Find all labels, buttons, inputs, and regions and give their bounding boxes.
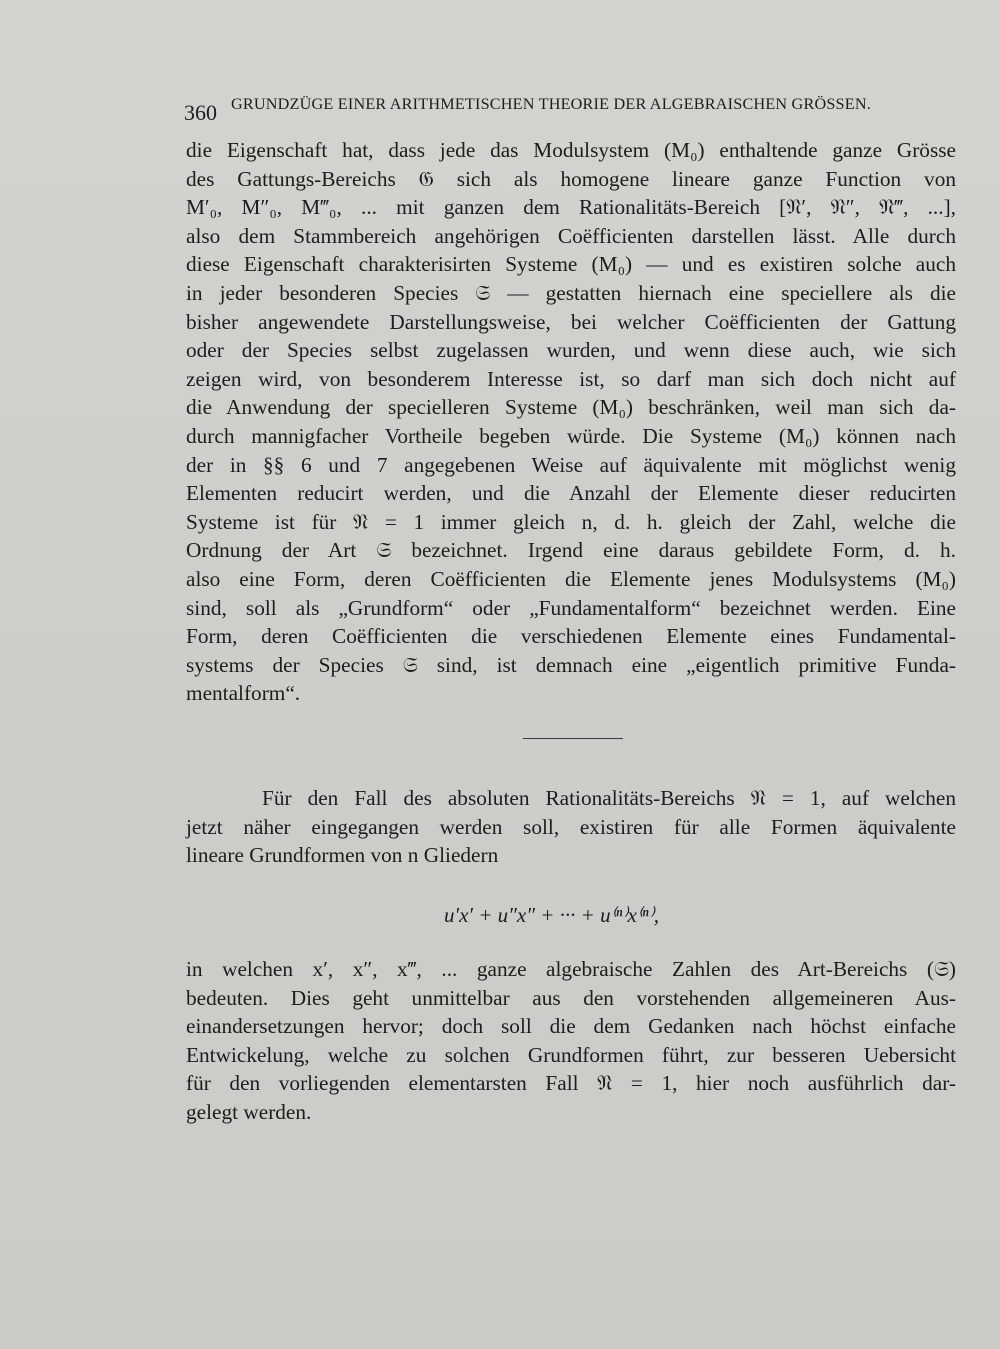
text-line: die Eigenschaft hat, dass jede das Modulsystem (M₀) enthaltende ganze Grösse	[186, 138, 956, 162]
text-line: Für den Fall des absoluten Rationalitäts-Bereichs 𝔑 = 1, auf welchen	[262, 786, 956, 810]
text-line: in jeder besonderen Species 𝔖 — gestatten hiernach eine speciellere als die	[186, 280, 956, 305]
text-line: mentalform“.	[186, 681, 301, 706]
text-line: der in §§ 6 und 7 angegebenen Weise auf äquivalente mit möglichst wenig	[186, 452, 956, 477]
text-line: M′₀, M″₀, M‴₀, ... mit ganzen dem Rationalitäts-Bereich [𝔑′, 𝔑″, 𝔑‴, ...],	[186, 195, 956, 220]
text-line: für den vorliegenden elementarsten Fall 𝔑 = 1, hier noch ausführlich dar-	[186, 1071, 956, 1096]
text-line: sind, soll als „Grundform“ oder „Fundamentalform“ bezeichnet werden. Eine	[186, 595, 956, 620]
text-line: Systeme ist für 𝔑 = 1 immer gleich n, d. h. gleich der Zahl, welche die	[186, 509, 956, 534]
paragraph-1	[186, 136, 956, 708]
text-line: zeigen wird, von besonderem Interesse ist, so darf man sich doch nicht auf	[186, 366, 956, 391]
text-line: also dem Stammbereich angehörigen Coëfficienten darstellen lässt. Alle durch	[186, 223, 956, 248]
displayed-formula: u′x′ + u″x″ + ··· + u⁽ⁿ⁾x⁽ⁿ⁾,	[444, 903, 660, 927]
text-line: Form, deren Coëfficienten die verschiedenen Elemente eines Fundamental-	[186, 624, 956, 649]
text-line: bisher angewendete Darstellungsweise, bei welcher Coëfficienten der Gattung	[186, 309, 956, 334]
text-line: Ordnung der Art 𝔖 bezeichnet. Irgend eine daraus gebildete Form, d. h.	[186, 538, 956, 563]
text-line: systems der Species 𝔖 sind, ist demnach eine „eigentlich primitive Funda-	[186, 652, 956, 677]
text-line: durch mannigfacher Vortheile begeben würde. Die Systeme (M₀) können nach	[186, 423, 956, 448]
paragraph-2	[186, 784, 956, 870]
text-line: in welchen x′, x″, x‴, ... ganze algebraische Zahlen des Art-Bereichs (𝔖)	[186, 957, 956, 981]
text-line: jetzt näher eingegangen werden soll, existiren für alle Formen äquivalente	[186, 814, 956, 839]
text-line: einandersetzungen hervor; doch soll die dem Gedanken nach höchst einfache	[186, 1014, 956, 1039]
text-line: lineare Grundformen von n Gliedern	[186, 843, 499, 868]
text-line: die Anwendung der specielleren Systeme (M₀) beschränken, weil man sich da-	[186, 395, 956, 420]
text-line: des Gattungs-Bereichs 𝔊 sich als homogene lineare ganze Function von	[186, 166, 956, 191]
running-title: GRUNDZÜGE EINER ARITHMETISCHEN THEORIE DER ALGEBRAISCHEN GRÖSSEN.	[231, 95, 871, 113]
paragraph-3	[186, 955, 956, 1127]
text-line: Entwickelung, welche zu solchen Grundformen führt, zur besseren Uebersicht	[186, 1042, 956, 1067]
text-line: Elementen reducirt werden, und die Anzahl der Elemente dieser reducirten	[186, 481, 956, 506]
text-line: gelegt werden.	[186, 1099, 312, 1124]
page-header	[184, 92, 919, 125]
text-line: bedeuten. Dies geht unmittelbar aus den vorstehenden allgemeineren Aus-	[186, 985, 956, 1010]
text-line: diese Eigenschaft charakterisirten Systeme (M₀) — und es existiren solche auch	[186, 252, 956, 277]
section-separator	[523, 738, 623, 739]
text-line: also eine Form, deren Coëfficienten die Elemente jenes Modulsystems (M₀)	[186, 566, 956, 591]
text-line: oder der Species selbst zugelassen wurden, und wenn diese auch, wie sich	[186, 338, 956, 363]
page-number: 360	[184, 100, 217, 125]
